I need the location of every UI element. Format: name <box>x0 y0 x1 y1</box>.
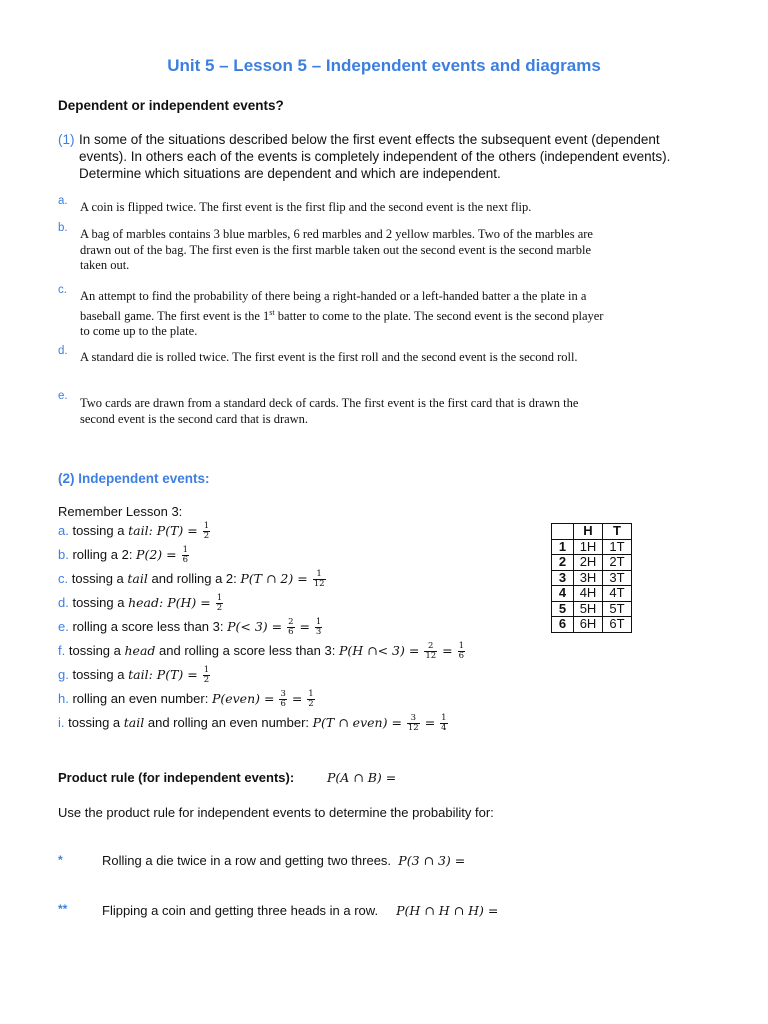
fraction-denominator: 2 <box>203 675 210 686</box>
situation-text: A coin is flipped twice. The first event is the first flip and the second event is the next flip. <box>80 200 532 214</box>
question-number: (1) <box>58 132 75 147</box>
line-label: e. <box>58 619 69 634</box>
fraction-denominator: 6 <box>280 699 286 710</box>
table-cell: 3H <box>574 570 603 586</box>
situation-text: A bag of marbles contains 3 blue marbles, 6 red marbles and 2 yellow marbles. Two of the marbles are drawn out of the bag. The first even is the first marble taken out the second event is the second marble taken out. <box>80 227 593 272</box>
situation-label: d. <box>58 345 68 357</box>
situation-label: c. <box>58 284 67 296</box>
table-cell: 6 <box>552 617 574 633</box>
table-row <box>552 539 632 555</box>
line-expression: : P(T) = <box>148 523 202 538</box>
line-text: tossing a <box>68 595 129 610</box>
table-cell: 6H <box>574 617 603 633</box>
fraction-numerator: 1 <box>458 641 464 652</box>
fraction-denominator: 4 <box>441 723 447 734</box>
table-cell: 4 <box>552 586 574 602</box>
probability-line: h. rolling an even number: P(even) = $\frac{3}{6}$ = $\frac{1}{2}$ <box>58 689 314 710</box>
fraction <box>440 714 447 733</box>
situation-text: Two cards are drawn from a standard deck of cards. The first event is the first card that is drawn the second event is the second card that is drawn. <box>80 396 579 426</box>
line-text: rolling an even number: <box>68 691 212 706</box>
situation-label: e. <box>58 390 68 402</box>
line-expression: P(< 3) = <box>227 619 287 634</box>
line-text: tossing a <box>68 667 129 682</box>
line-label: b. <box>58 547 69 562</box>
fraction <box>458 642 465 661</box>
table-header-cell <box>552 524 574 540</box>
fraction-numerator: 3 <box>280 689 286 700</box>
table-cell: 2 <box>552 555 574 571</box>
line-expression: : P(H) = <box>159 595 215 610</box>
probability-line <box>58 570 327 588</box>
probability-line <box>58 594 224 612</box>
fraction <box>424 642 437 661</box>
fraction <box>315 618 322 637</box>
fraction-numerator: 1 <box>203 521 210 532</box>
fraction <box>307 690 314 709</box>
table-row <box>552 601 632 617</box>
table-cell: 3 <box>552 570 574 586</box>
table-header-row <box>552 524 632 540</box>
line-label: a. <box>58 523 69 538</box>
table-row <box>552 570 632 586</box>
situation-label: a. <box>58 195 68 207</box>
outcome-table <box>551 523 632 633</box>
line-label: f. <box>58 643 66 658</box>
fraction <box>279 690 286 709</box>
probability-line <box>58 546 190 564</box>
line-text: tossing a <box>65 643 125 658</box>
fraction-numerator: 1 <box>441 713 447 724</box>
fraction-denominator: 2 <box>308 699 314 710</box>
situation-text: A standard die is rolled twice. The first event is the first roll and the second event is the second roll. <box>80 350 578 364</box>
fraction-denominator: 3 <box>315 627 322 638</box>
fraction-denominator: 12 <box>313 579 325 590</box>
fraction <box>407 714 420 733</box>
fraction-numerator: 1 <box>182 545 189 556</box>
line-text: tossing a <box>68 523 129 538</box>
table-cell: 5H <box>574 601 603 617</box>
probability-line: f. tossing a head and rolling a score less than 3: P(H ∩< 3) = $\frac{2}{12}$ = $\frac{1}{6}$ <box>58 641 464 662</box>
fraction-denominator: 6 <box>288 627 294 638</box>
remember-text: Remember Lesson 3: <box>58 504 183 519</box>
line-expression: : P(T) = <box>148 667 202 682</box>
fraction <box>287 618 294 637</box>
line-variable: tail <box>123 715 145 730</box>
table-header-cell: H <box>574 524 603 540</box>
line-variable: tail <box>127 571 148 586</box>
section-heading-independent: (2) Independent events: <box>58 471 210 486</box>
section-heading-dependent: Dependent or independent events? <box>58 98 284 113</box>
table-header-cell: T <box>603 524 632 540</box>
question-text: In some of the situations described below the first event effects the subsequent event (dependent events). In others each of the events is completely independent of the others (independent events). Determine which situations are dependent and which are independent. <box>79 132 671 181</box>
situation-text: An attempt to find the probability of there being a right-handed or a left-handed batter a the plate in a baseball game. The first event is the 1st batter to come to the plate. The second event is the second player to come up to the plate. <box>80 289 604 339</box>
line-label: g. <box>58 667 69 682</box>
table-cell: 5 <box>552 601 574 617</box>
line-text: and rolling an even number: <box>144 715 313 730</box>
fraction-numerator: 1 <box>203 665 210 676</box>
table-cell: 4T <box>603 586 632 602</box>
line-text: rolling a 2: <box>68 547 137 562</box>
task-marker: ** <box>58 902 68 916</box>
line-label: i. <box>58 715 65 730</box>
fraction <box>182 546 189 565</box>
task-expression: P(3 ∩ 3) = <box>398 853 466 868</box>
line-variable: head <box>124 643 156 658</box>
table-cell: 1T <box>603 539 632 555</box>
product-rule-label: Product rule (for independent events): <box>58 770 295 785</box>
instruction-text: Use the product rule for independent events to determine the probability for: <box>58 805 494 820</box>
task-text: Flipping a coin and getting three heads in a row. P(H ∩ H ∩ H) = <box>102 903 499 918</box>
fraction-denominator: 12 <box>407 723 419 734</box>
line-label: h. <box>58 691 69 706</box>
table-cell: 1 <box>552 539 574 555</box>
fraction-numerator: 2 <box>424 642 437 652</box>
line-label: d. <box>58 595 69 610</box>
table-cell: 1H <box>574 539 603 555</box>
fraction-denominator: 12 <box>425 651 437 662</box>
fraction-numerator: 1 <box>313 570 326 580</box>
line-variable: tail <box>128 523 149 538</box>
fraction-denominator: 6 <box>182 555 189 566</box>
situation-label: b. <box>58 222 68 234</box>
task-expression: P(H ∩ H ∩ H) = <box>396 903 499 918</box>
fraction <box>203 522 210 541</box>
line-expression: P(H ∩< 3) = <box>338 643 424 658</box>
fraction-numerator: 2 <box>288 617 294 628</box>
table-cell: 2T <box>603 555 632 571</box>
table-cell: 6T <box>603 617 632 633</box>
question-1 <box>58 131 708 182</box>
fraction-numerator: 3 <box>407 714 420 724</box>
line-expression: P(2) = <box>136 547 181 562</box>
fraction-denominator: 2 <box>216 603 223 614</box>
table-cell: 5T <box>603 601 632 617</box>
fraction <box>313 570 326 589</box>
table-cell: 2H <box>574 555 603 571</box>
line-label: c. <box>58 571 69 586</box>
fraction-denominator: 2 <box>203 531 210 542</box>
line-variable: tail <box>128 667 149 682</box>
fraction-denominator: 6 <box>458 651 464 662</box>
line-variable: head <box>128 595 160 610</box>
table-row <box>552 555 632 571</box>
product-rule-expression: P(A ∩ B) = <box>327 770 397 785</box>
line-expression: P(T ∩ 2) = <box>240 571 312 586</box>
table-cell: 3T <box>603 570 632 586</box>
line-text: and rolling a 2: <box>147 571 241 586</box>
line-expression: P(even) = <box>211 691 279 706</box>
probability-line: i. tossing a tail and rolling an even number: P(T ∩ even) = $\frac{3}{12}$ = $\frac{1}{4}$ <box>58 713 447 734</box>
line-text: and rolling a score less than 3: <box>155 643 339 658</box>
line-expression: P(T ∩ even) = <box>312 715 406 730</box>
probability-line <box>58 666 211 684</box>
task-text: Rolling a die twice in a row and getting two threes. P(3 ∩ 3) = <box>102 853 466 868</box>
page-title: Unit 5 – Lesson 5 – Independent events and diagrams <box>167 56 601 75</box>
line-text: tossing a <box>64 715 124 730</box>
probability-line: e. rolling a score less than 3: P(< 3) = $\frac{2}{6}$ = $\frac{1}{3}$ <box>58 617 322 638</box>
table-row <box>552 586 632 602</box>
fraction <box>216 594 223 613</box>
fraction-numerator: 1 <box>216 593 223 604</box>
line-text: tossing a <box>68 571 128 586</box>
task-marker: * <box>58 853 63 867</box>
line-text: rolling a score less than 3: <box>68 619 228 634</box>
fraction <box>203 666 210 685</box>
table-cell: 4H <box>574 586 603 602</box>
fraction-numerator: 1 <box>315 617 322 628</box>
table-row <box>552 617 632 633</box>
probability-line <box>58 522 211 540</box>
fraction-numerator: 1 <box>308 689 314 700</box>
